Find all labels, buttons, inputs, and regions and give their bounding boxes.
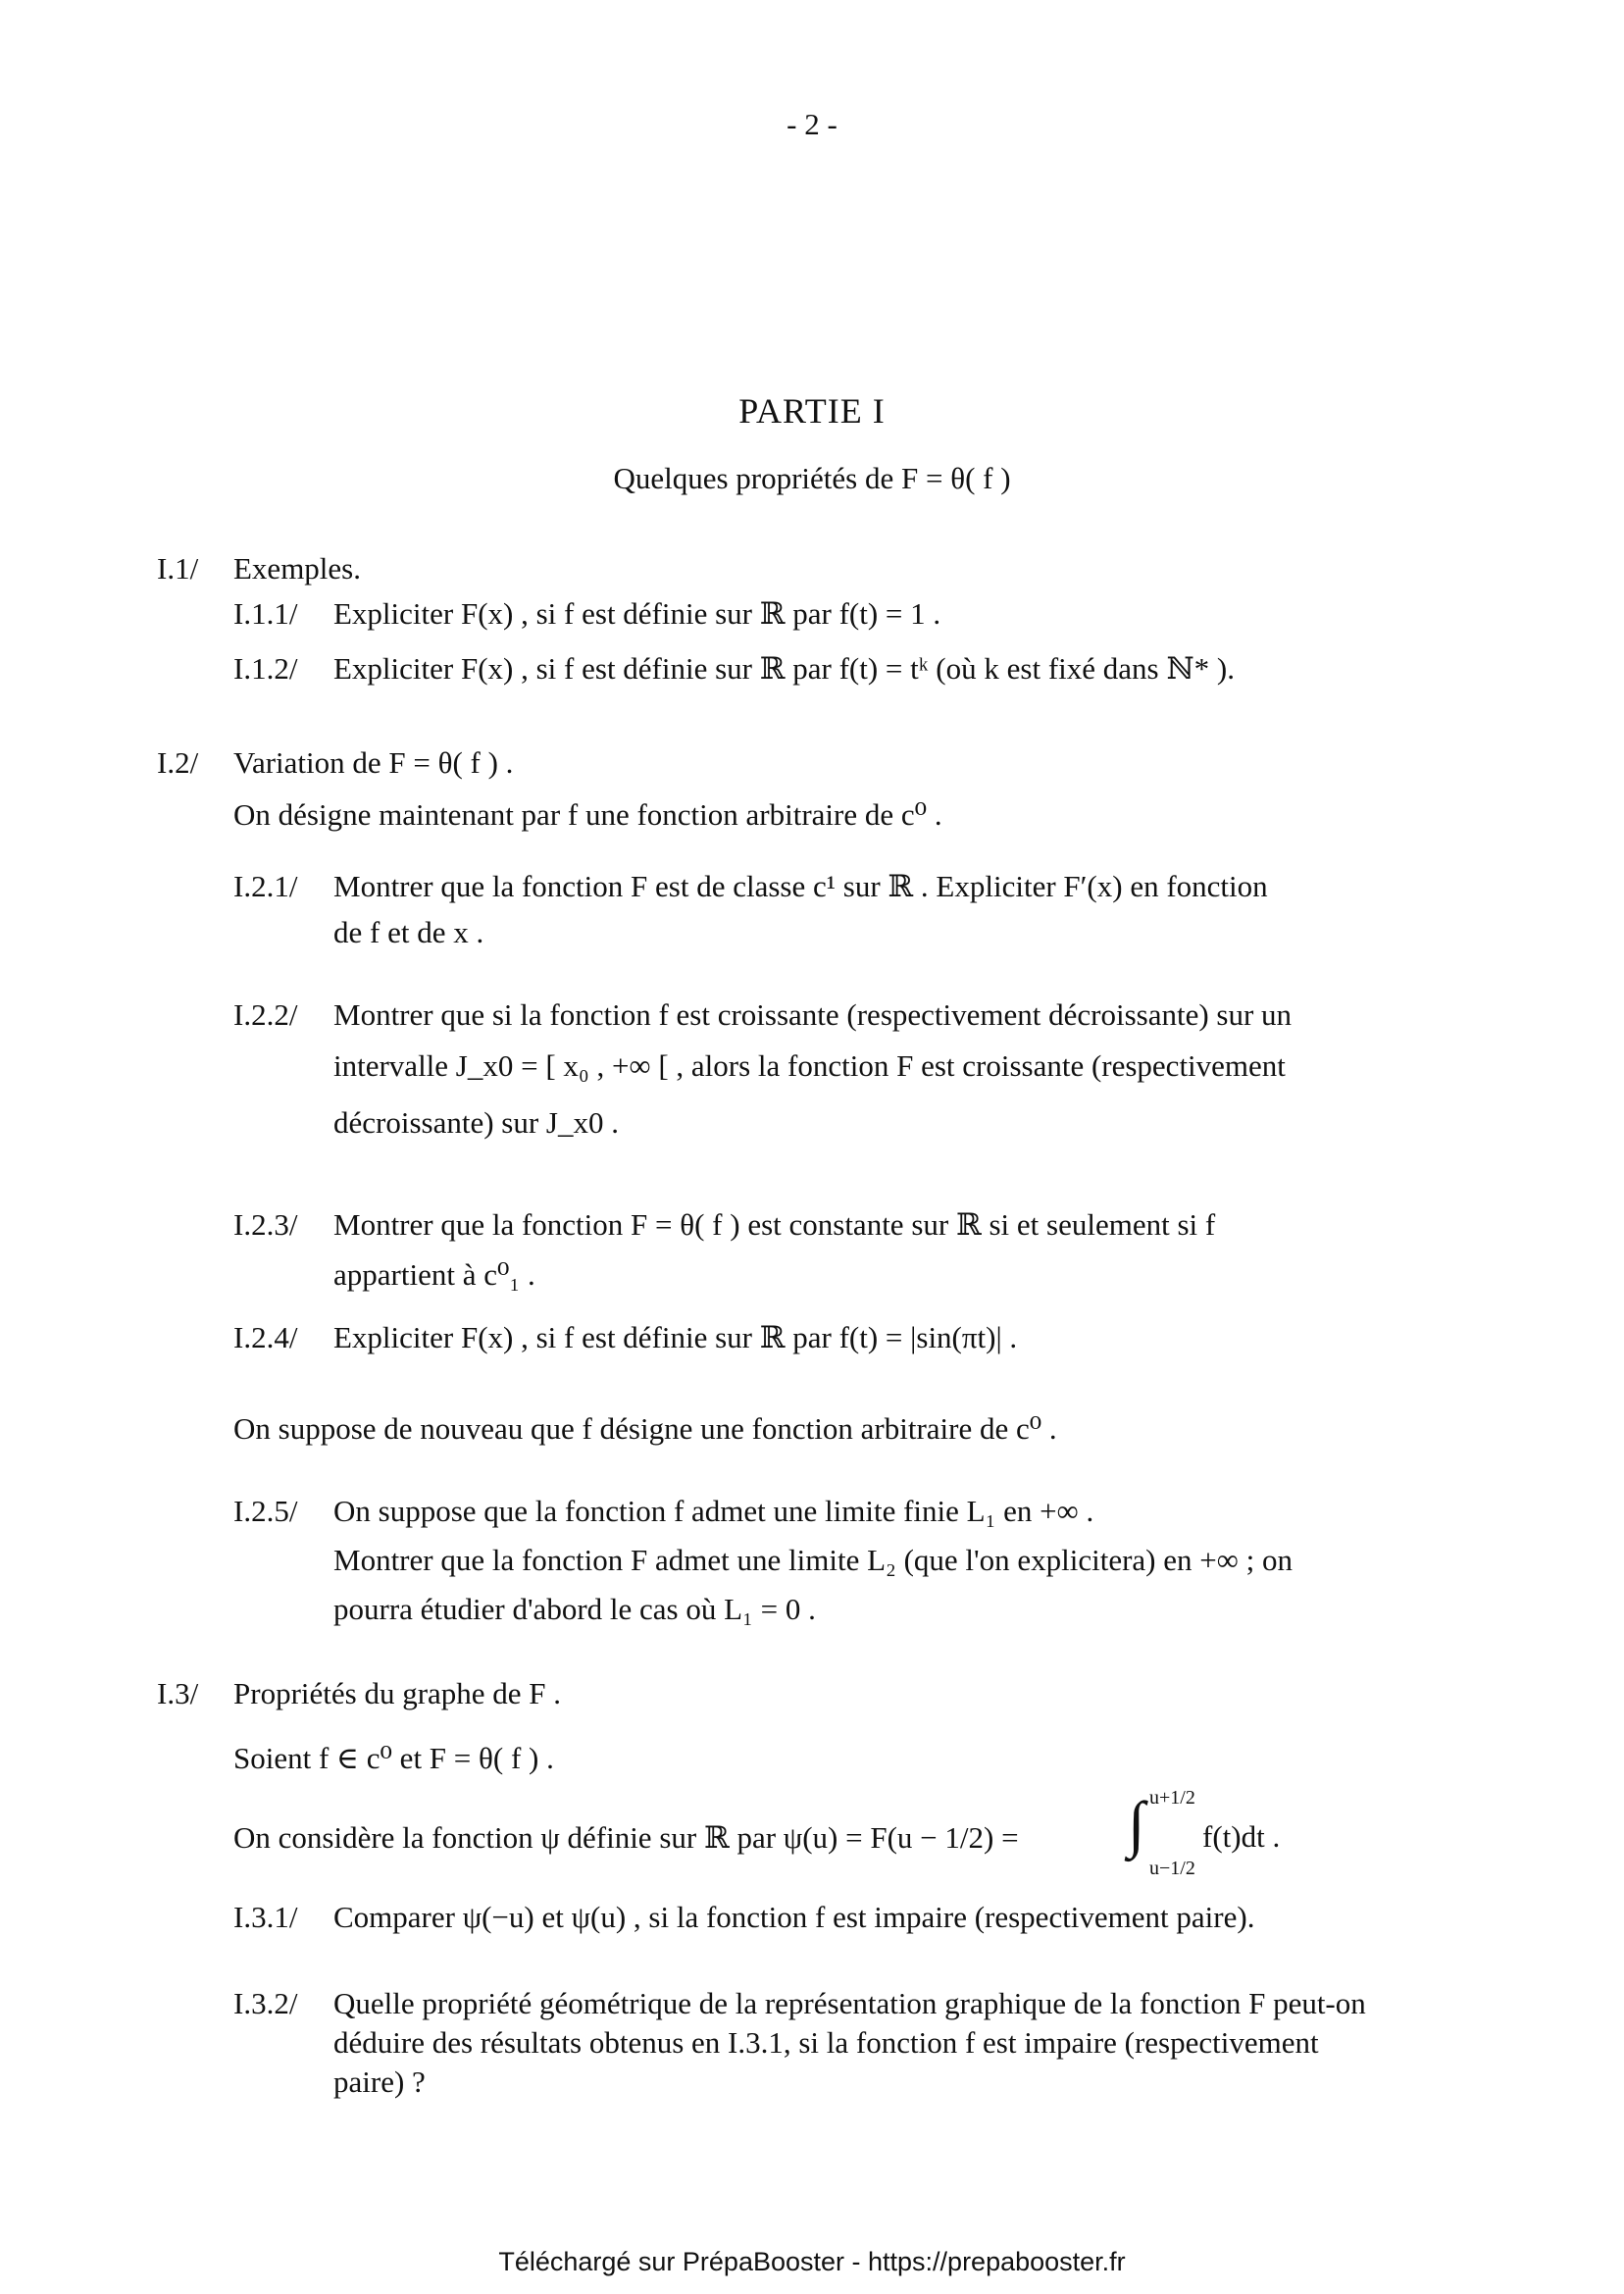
integral-sign: ∫	[1128, 1789, 1145, 1859]
question-text-line: décroissante) sur J_x0 .	[333, 1105, 619, 1140]
question-text-line: Montrer que la fonction F = θ( f ) est constante sur ℝ si et seulement si f	[333, 1207, 1216, 1242]
part-subtitle: Quelques propriétés de F = θ( f )	[613, 461, 1011, 495]
question-number: I.1.1/	[233, 596, 298, 631]
section-number: I.1/	[157, 551, 199, 586]
question-text-line: paire) ?	[333, 2065, 426, 2099]
question-text-line: On suppose que la fonction f admet une limite finie L₁ en +∞ .	[333, 1494, 1094, 1528]
section-intro: On suppose de nouveau que f désigne une fonction arbitraire de c⁰ .	[233, 1411, 1057, 1446]
question-text-line: de f et de x .	[333, 915, 484, 949]
psi-definition: On considère la fonction ψ définie sur ℝ par ψ(u) = F(u − 1/2) =	[233, 1820, 1019, 1855]
question-text: Expliciter F(x) , si f est définie sur ℝ par f(t) = tᵏ (où k est fixé dans ℕ* ).	[333, 651, 1235, 686]
section-number: I.3/	[157, 1676, 199, 1710]
section-title: Propriétés du graphe de F .	[233, 1676, 562, 1710]
question-number: I.3.2/	[233, 1986, 298, 2020]
question-text-line: pourra étudier d'abord le cas où L₁ = 0 .	[333, 1592, 816, 1626]
integral-upper-bound: u+1/2	[1149, 1787, 1195, 1809]
footer-download-note: Téléchargé sur PrépaBooster - https://prepabooster.fr	[498, 2247, 1126, 2276]
question-text-line: Montrer que si la fonction f est croissante (respectivement décroissante) sur un	[333, 997, 1293, 1032]
section-number: I.2/	[157, 745, 199, 780]
question-text: Expliciter F(x) , si f est définie sur ℝ par f(t) = |sin(πt)| .	[333, 1320, 1018, 1354]
question-text: Expliciter F(x) , si f est définie sur ℝ par f(t) = 1 .	[333, 596, 941, 631]
section-title: Exemples.	[233, 551, 361, 586]
question-text-line: Quelle propriété géométrique de la représentation graphique de la fonction F peut-on	[333, 1986, 1366, 2020]
part-title: PARTIE I	[738, 391, 886, 431]
question-text: Comparer ψ(−u) et ψ(u) , si la fonction f est impaire (respectivement paire).	[333, 1900, 1255, 1934]
question-text-line: Montrer que la fonction F est de classe c¹ sur ℝ . Expliciter F′(x) en fonction	[333, 869, 1268, 903]
question-number: I.1.2/	[233, 651, 298, 686]
question-number: I.2.5/	[233, 1494, 298, 1528]
integral-lower-bound: u−1/2	[1149, 1858, 1195, 1879]
integral-expression	[1128, 1787, 1294, 1885]
question-number: I.2.4/	[233, 1320, 298, 1354]
section-intro: Soient f ∈ c⁰ et F = θ( f ) .	[233, 1741, 554, 1775]
page-number: - 2 -	[787, 107, 837, 141]
question-text-line: déduire des résultats obtenus en I.3.1, si la fonction f est impaire (respectivement	[333, 2025, 1319, 2060]
question-number: I.2.3/	[233, 1207, 298, 1242]
question-number: I.3.1/	[233, 1900, 298, 1934]
section-intro: On désigne maintenant par f une fonction arbitraire de c⁰ .	[233, 797, 942, 832]
question-number: I.2.1/	[233, 869, 298, 903]
question-text-line: intervalle J_x0 = [ x₀ , +∞ [ , alors la fonction F est croissante (respectivement	[333, 1048, 1286, 1083]
question-number: I.2.2/	[233, 997, 298, 1032]
question-text-line: Montrer que la fonction F admet une limite L₂ (que l'on explicitera) en +∞ ; on	[333, 1543, 1293, 1577]
section-title: Variation de F = θ( f ) .	[233, 745, 514, 780]
integrand: f(t)dt .	[1202, 1819, 1281, 1854]
question-text-line: appartient à c⁰₁ .	[333, 1257, 535, 1292]
